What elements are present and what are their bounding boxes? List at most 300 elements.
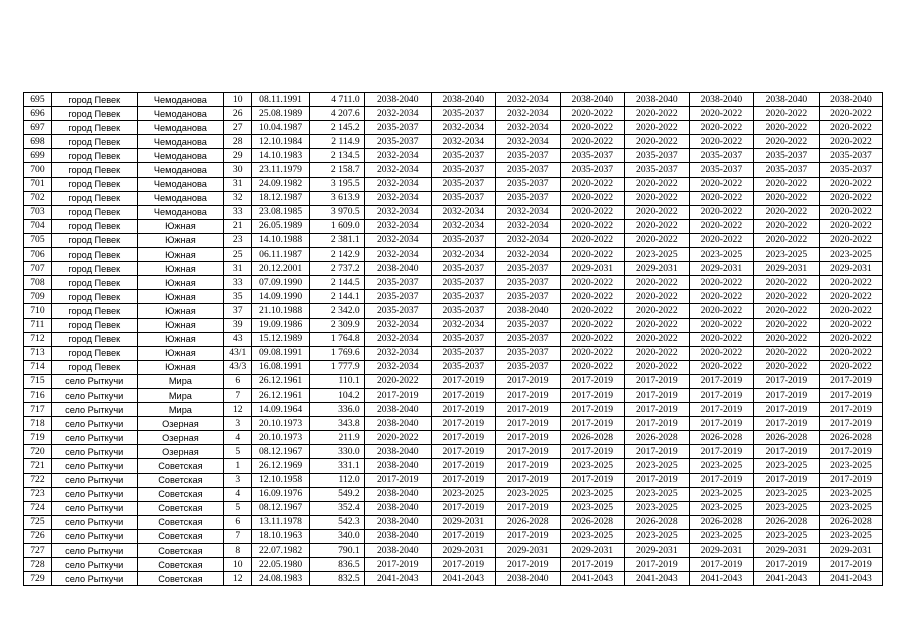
cell-period-1: 2038-2040: [364, 515, 431, 529]
cell-period-5: 2020-2022: [624, 233, 689, 247]
cell-period-3: 2032-2034: [495, 233, 560, 247]
cell-row-number: 721: [24, 459, 52, 473]
cell-commissioning-date: 20.10.1973: [252, 431, 310, 445]
cell-period-2: 2038-2040: [431, 93, 495, 107]
cell-row-number: 718: [24, 417, 52, 431]
cell-settlement: село Рыткучи: [51, 403, 137, 417]
cell-period-3: 2035-2037: [495, 276, 560, 290]
cell-period-1: 2032-2034: [364, 205, 431, 219]
cell-period-5: 2017-2019: [624, 445, 689, 459]
cell-period-4: 2020-2022: [560, 233, 624, 247]
table-row: [24, 403, 883, 417]
cell-period-2: 2032-2034: [431, 318, 495, 332]
cell-house-number: 4: [224, 487, 252, 501]
cell-period-4: 2020-2022: [560, 346, 624, 360]
cell-period-7: 2017-2019: [753, 445, 819, 459]
cell-row-number: 726: [24, 529, 52, 543]
cell-commissioning-date: 08.12.1967: [252, 501, 310, 515]
cell-period-2: 2032-2034: [431, 248, 495, 262]
cell-total-area: 1 777.9: [309, 360, 364, 374]
cell-settlement: село Рыткучи: [51, 445, 137, 459]
cell-street: Советская: [137, 558, 224, 572]
cell-settlement: город Певек: [51, 346, 137, 360]
cell-period-1: 2038-2040: [364, 459, 431, 473]
cell-commissioning-date: 14.09.1964: [252, 403, 310, 417]
cell-total-area: 3 195.5: [309, 177, 364, 191]
cell-period-6: 2020-2022: [689, 191, 753, 205]
cell-period-1: 2038-2040: [364, 544, 431, 558]
cell-period-6: 2023-2025: [689, 529, 753, 543]
cell-period-4: 2020-2022: [560, 135, 624, 149]
cell-period-6: 2020-2022: [689, 219, 753, 233]
table-row: [24, 544, 883, 558]
cell-house-number: 43: [224, 332, 252, 346]
cell-settlement: село Рыткучи: [51, 417, 137, 431]
cell-row-number: 723: [24, 487, 52, 501]
cell-period-3: 2032-2034: [495, 107, 560, 121]
cell-total-area: 832.5: [309, 572, 364, 586]
cell-period-3: 2017-2019: [495, 501, 560, 515]
cell-period-8: 2020-2022: [819, 318, 882, 332]
table-row: [24, 558, 883, 572]
cell-commissioning-date: 08.11.1991: [252, 93, 310, 107]
cell-period-3: 2038-2040: [495, 304, 560, 318]
cell-period-4: 2023-2025: [560, 501, 624, 515]
cell-period-6: 2020-2022: [689, 205, 753, 219]
cell-period-8: 2035-2037: [819, 163, 882, 177]
cell-row-number: 720: [24, 445, 52, 459]
cell-period-1: 2032-2034: [364, 219, 431, 233]
cell-period-2: 2035-2037: [431, 107, 495, 121]
cell-period-4: 2029-2031: [560, 262, 624, 276]
cell-period-6: 2035-2037: [689, 163, 753, 177]
cell-period-2: 2041-2043: [431, 572, 495, 586]
cell-period-8: 2020-2022: [819, 360, 882, 374]
cell-period-5: 2020-2022: [624, 107, 689, 121]
cell-total-area: 836.5: [309, 558, 364, 572]
cell-period-7: 2017-2019: [753, 374, 819, 388]
cell-house-number: 8: [224, 544, 252, 558]
cell-period-4: 2026-2028: [560, 515, 624, 529]
cell-street: Южная: [137, 304, 224, 318]
cell-total-area: 3 970.5: [309, 205, 364, 219]
cell-house-number: 7: [224, 529, 252, 543]
cell-period-4: 2026-2028: [560, 431, 624, 445]
cell-total-area: 2 144.1: [309, 290, 364, 304]
table-row: [24, 487, 883, 501]
cell-period-6: 2020-2022: [689, 318, 753, 332]
cell-period-4: 2020-2022: [560, 248, 624, 262]
cell-period-1: 2038-2040: [364, 403, 431, 417]
cell-street: Южная: [137, 360, 224, 374]
cell-total-area: 2 737.2: [309, 262, 364, 276]
cell-street: Советская: [137, 529, 224, 543]
cell-period-4: 2023-2025: [560, 459, 624, 473]
cell-commissioning-date: 24.09.1982: [252, 177, 310, 191]
cell-period-4: 2017-2019: [560, 388, 624, 402]
table-row: [24, 388, 883, 402]
cell-street: Чемоданова: [137, 107, 224, 121]
cell-commissioning-date: 23.08.1985: [252, 205, 310, 219]
cell-period-2: 2029-2031: [431, 515, 495, 529]
cell-period-8: 2020-2022: [819, 219, 882, 233]
cell-street: Мира: [137, 374, 224, 388]
cell-period-7: 2020-2022: [753, 346, 819, 360]
cell-period-2: 2017-2019: [431, 431, 495, 445]
cell-period-2: 2035-2037: [431, 163, 495, 177]
cell-settlement: город Певек: [51, 135, 137, 149]
cell-street: Чемоданова: [137, 135, 224, 149]
cell-street: Южная: [137, 332, 224, 346]
cell-period-6: 2020-2022: [689, 290, 753, 304]
cell-period-5: 2026-2028: [624, 431, 689, 445]
cell-street: Южная: [137, 290, 224, 304]
cell-total-area: 1 764.8: [309, 332, 364, 346]
cell-street: Советская: [137, 572, 224, 586]
cell-street: Южная: [137, 318, 224, 332]
cell-period-5: 2020-2022: [624, 304, 689, 318]
cell-period-2: 2035-2037: [431, 360, 495, 374]
cell-period-8: 2017-2019: [819, 445, 882, 459]
table-row: [24, 262, 883, 276]
cell-commissioning-date: 16.08.1991: [252, 360, 310, 374]
table-row: [24, 93, 883, 107]
cell-period-5: 2020-2022: [624, 121, 689, 135]
cell-period-5: 2026-2028: [624, 515, 689, 529]
cell-period-7: 2017-2019: [753, 473, 819, 487]
cell-period-2: 2017-2019: [431, 459, 495, 473]
cell-period-1: 2032-2034: [364, 360, 431, 374]
cell-settlement: город Певек: [51, 262, 137, 276]
cell-period-3: 2017-2019: [495, 558, 560, 572]
cell-period-6: 2020-2022: [689, 346, 753, 360]
cell-street: Южная: [137, 248, 224, 262]
cell-period-5: 2038-2040: [624, 93, 689, 107]
cell-period-7: 2035-2037: [753, 149, 819, 163]
cell-commissioning-date: 14.10.1983: [252, 149, 310, 163]
cell-period-8: 2017-2019: [819, 403, 882, 417]
cell-house-number: 33: [224, 205, 252, 219]
cell-settlement: село Рыткучи: [51, 473, 137, 487]
table-row: [24, 219, 883, 233]
cell-period-6: 2020-2022: [689, 177, 753, 191]
cell-period-6: 2017-2019: [689, 388, 753, 402]
cell-period-2: 2029-2031: [431, 544, 495, 558]
cell-period-3: 2029-2031: [495, 544, 560, 558]
cell-street: Чемоданова: [137, 121, 224, 135]
cell-period-3: 2017-2019: [495, 431, 560, 445]
cell-period-5: 2020-2022: [624, 332, 689, 346]
cell-period-6: 2020-2022: [689, 332, 753, 346]
cell-period-2: 2035-2037: [431, 276, 495, 290]
cell-period-1: 2032-2034: [364, 149, 431, 163]
cell-period-3: 2035-2037: [495, 332, 560, 346]
cell-street: Советская: [137, 459, 224, 473]
cell-settlement: город Певек: [51, 318, 137, 332]
cell-period-5: 2035-2037: [624, 149, 689, 163]
cell-period-3: 2035-2037: [495, 290, 560, 304]
cell-street: Южная: [137, 262, 224, 276]
cell-period-8: 2020-2022: [819, 121, 882, 135]
cell-period-4: 2020-2022: [560, 219, 624, 233]
cell-period-3: 2032-2034: [495, 121, 560, 135]
cell-row-number: 716: [24, 388, 52, 402]
cell-period-1: 2035-2037: [364, 121, 431, 135]
cell-total-area: 2 145.2: [309, 121, 364, 135]
cell-period-4: 2017-2019: [560, 417, 624, 431]
cell-period-8: 2020-2022: [819, 177, 882, 191]
cell-period-3: 2017-2019: [495, 459, 560, 473]
cell-period-8: 2038-2040: [819, 93, 882, 107]
cell-house-number: 31: [224, 177, 252, 191]
cell-period-7: 2020-2022: [753, 304, 819, 318]
cell-total-area: 330.0: [309, 445, 364, 459]
cell-period-1: 2032-2034: [364, 346, 431, 360]
cell-period-4: 2020-2022: [560, 332, 624, 346]
cell-house-number: 29: [224, 149, 252, 163]
cell-period-4: 2017-2019: [560, 473, 624, 487]
cell-settlement: город Певек: [51, 304, 137, 318]
table-row: [24, 572, 883, 586]
cell-row-number: 695: [24, 93, 52, 107]
cell-period-3: 2017-2019: [495, 417, 560, 431]
cell-house-number: 43/3: [224, 360, 252, 374]
cell-period-6: 2017-2019: [689, 473, 753, 487]
cell-period-3: 2017-2019: [495, 374, 560, 388]
cell-period-6: 2038-2040: [689, 93, 753, 107]
table-row: [24, 332, 883, 346]
cell-period-1: 2020-2022: [364, 374, 431, 388]
cell-commissioning-date: 23.11.1979: [252, 163, 310, 177]
cell-commissioning-date: 13.11.1978: [252, 515, 310, 529]
cell-period-6: 2023-2025: [689, 487, 753, 501]
cell-period-1: 2035-2037: [364, 276, 431, 290]
cell-period-5: 2017-2019: [624, 388, 689, 402]
table-row: [24, 163, 883, 177]
cell-total-area: 352.4: [309, 501, 364, 515]
cell-period-1: 2038-2040: [364, 487, 431, 501]
cell-period-8: 2029-2031: [819, 544, 882, 558]
cell-row-number: 704: [24, 219, 52, 233]
cell-street: Советская: [137, 487, 224, 501]
cell-row-number: 710: [24, 304, 52, 318]
cell-period-1: 2041-2043: [364, 572, 431, 586]
cell-house-number: 7: [224, 388, 252, 402]
cell-period-4: 2029-2031: [560, 544, 624, 558]
cell-period-2: 2032-2034: [431, 121, 495, 135]
cell-period-1: 2035-2037: [364, 135, 431, 149]
table-row: [24, 177, 883, 191]
cell-total-area: 542.3: [309, 515, 364, 529]
cell-period-8: 2017-2019: [819, 558, 882, 572]
cell-period-1: 2032-2034: [364, 163, 431, 177]
cell-period-7: 2020-2022: [753, 318, 819, 332]
cell-settlement: город Певек: [51, 332, 137, 346]
table-row: [24, 304, 883, 318]
cell-period-6: 2023-2025: [689, 501, 753, 515]
cell-period-5: 2017-2019: [624, 473, 689, 487]
cell-period-5: 2017-2019: [624, 558, 689, 572]
cell-total-area: 2 144.5: [309, 276, 364, 290]
table-row: [24, 431, 883, 445]
cell-period-1: 2032-2034: [364, 318, 431, 332]
cell-total-area: 110.1: [309, 374, 364, 388]
cell-period-5: 2020-2022: [624, 177, 689, 191]
cell-period-6: 2029-2031: [689, 262, 753, 276]
cell-house-number: 4: [224, 431, 252, 445]
cell-house-number: 5: [224, 445, 252, 459]
cell-period-7: 2029-2031: [753, 262, 819, 276]
cell-period-1: 2038-2040: [364, 501, 431, 515]
cell-period-6: 2020-2022: [689, 276, 753, 290]
cell-row-number: 703: [24, 205, 52, 219]
cell-period-7: 2017-2019: [753, 388, 819, 402]
cell-settlement: город Певек: [51, 360, 137, 374]
cell-settlement: село Рыткучи: [51, 529, 137, 543]
cell-house-number: 26: [224, 107, 252, 121]
cell-street: Мира: [137, 388, 224, 402]
cell-row-number: 727: [24, 544, 52, 558]
cell-row-number: 701: [24, 177, 52, 191]
cell-period-4: 2020-2022: [560, 304, 624, 318]
cell-period-7: 2035-2037: [753, 163, 819, 177]
cell-period-1: 2017-2019: [364, 473, 431, 487]
cell-period-2: 2035-2037: [431, 177, 495, 191]
cell-settlement: город Певек: [51, 149, 137, 163]
cell-period-3: 2017-2019: [495, 529, 560, 543]
cell-period-2: 2032-2034: [431, 219, 495, 233]
cell-total-area: 790.1: [309, 544, 364, 558]
table-row: [24, 445, 883, 459]
cell-period-8: 2017-2019: [819, 374, 882, 388]
table-row: [24, 149, 883, 163]
cell-street: Советская: [137, 473, 224, 487]
cell-period-4: 2041-2043: [560, 572, 624, 586]
cell-period-3: 2017-2019: [495, 473, 560, 487]
cell-period-3: 2032-2034: [495, 93, 560, 107]
cell-period-1: 2038-2040: [364, 529, 431, 543]
cell-period-8: 2023-2025: [819, 248, 882, 262]
cell-commissioning-date: 24.08.1983: [252, 572, 310, 586]
cell-period-7: 2023-2025: [753, 248, 819, 262]
cell-street: Мира: [137, 403, 224, 417]
cell-period-8: 2026-2028: [819, 515, 882, 529]
cell-period-5: 2020-2022: [624, 360, 689, 374]
cell-settlement: город Певек: [51, 205, 137, 219]
cell-house-number: 33: [224, 276, 252, 290]
cell-commissioning-date: 10.04.1987: [252, 121, 310, 135]
table-row: [24, 374, 883, 388]
cell-street: Чемоданова: [137, 191, 224, 205]
cell-period-4: 2020-2022: [560, 205, 624, 219]
cell-settlement: город Певек: [51, 248, 137, 262]
cell-house-number: 31: [224, 262, 252, 276]
cell-period-1: 2032-2034: [364, 191, 431, 205]
cell-total-area: 1 769.6: [309, 346, 364, 360]
cell-period-1: 2017-2019: [364, 388, 431, 402]
cell-house-number: 25: [224, 248, 252, 262]
table-row: [24, 135, 883, 149]
cell-period-2: 2035-2037: [431, 149, 495, 163]
cell-row-number: 705: [24, 233, 52, 247]
cell-period-6: 2017-2019: [689, 374, 753, 388]
cell-period-2: 2017-2019: [431, 417, 495, 431]
cell-street: Озерная: [137, 445, 224, 459]
cell-row-number: 700: [24, 163, 52, 177]
cell-period-8: 2041-2043: [819, 572, 882, 586]
cell-period-8: 2023-2025: [819, 529, 882, 543]
cell-settlement: село Рыткучи: [51, 515, 137, 529]
cell-total-area: 331.1: [309, 459, 364, 473]
cell-period-7: 2026-2028: [753, 431, 819, 445]
cell-period-1: 2035-2037: [364, 290, 431, 304]
cell-period-7: 2026-2028: [753, 515, 819, 529]
cell-settlement: село Рыткучи: [51, 558, 137, 572]
cell-row-number: 698: [24, 135, 52, 149]
cell-street: Советская: [137, 501, 224, 515]
cell-settlement: город Певек: [51, 191, 137, 205]
cell-period-7: 2020-2022: [753, 290, 819, 304]
cell-commissioning-date: 14.09.1990: [252, 290, 310, 304]
cell-period-2: 2017-2019: [431, 403, 495, 417]
cell-period-2: 2032-2034: [431, 135, 495, 149]
cell-period-7: 2017-2019: [753, 403, 819, 417]
cell-row-number: 696: [24, 107, 52, 121]
cell-house-number: 30: [224, 163, 252, 177]
cell-period-6: 2041-2043: [689, 572, 753, 586]
cell-period-3: 2035-2037: [495, 163, 560, 177]
cell-row-number: 725: [24, 515, 52, 529]
cell-street: Южная: [137, 233, 224, 247]
cell-period-3: 2035-2037: [495, 177, 560, 191]
cell-house-number: 12: [224, 403, 252, 417]
cell-period-6: 2017-2019: [689, 445, 753, 459]
cell-row-number: 715: [24, 374, 52, 388]
cell-period-1: 2032-2034: [364, 107, 431, 121]
cell-period-2: 2035-2037: [431, 304, 495, 318]
cell-total-area: 343.8: [309, 417, 364, 431]
table-row: [24, 318, 883, 332]
cell-period-2: 2017-2019: [431, 529, 495, 543]
cell-period-6: 2035-2037: [689, 149, 753, 163]
cell-settlement: село Рыткучи: [51, 501, 137, 515]
cell-total-area: 340.0: [309, 529, 364, 543]
table-body: [24, 93, 883, 586]
cell-period-6: 2020-2022: [689, 121, 753, 135]
cell-period-5: 2020-2022: [624, 135, 689, 149]
cell-period-7: 2020-2022: [753, 233, 819, 247]
table-row: [24, 529, 883, 543]
table-row: [24, 233, 883, 247]
table-row: [24, 205, 883, 219]
cell-total-area: 104.2: [309, 388, 364, 402]
cell-period-8: 2029-2031: [819, 262, 882, 276]
cell-period-8: 2020-2022: [819, 191, 882, 205]
cell-row-number: 706: [24, 248, 52, 262]
cell-period-6: 2017-2019: [689, 403, 753, 417]
cell-house-number: 35: [224, 290, 252, 304]
cell-period-8: 2020-2022: [819, 290, 882, 304]
cell-period-4: 2020-2022: [560, 177, 624, 191]
cell-period-3: 2032-2034: [495, 248, 560, 262]
cell-period-5: 2023-2025: [624, 459, 689, 473]
cell-period-2: 2017-2019: [431, 501, 495, 515]
cell-house-number: 5: [224, 501, 252, 515]
cell-period-6: 2026-2028: [689, 431, 753, 445]
cell-row-number: 707: [24, 262, 52, 276]
cell-period-6: 2020-2022: [689, 360, 753, 374]
cell-period-8: 2017-2019: [819, 388, 882, 402]
